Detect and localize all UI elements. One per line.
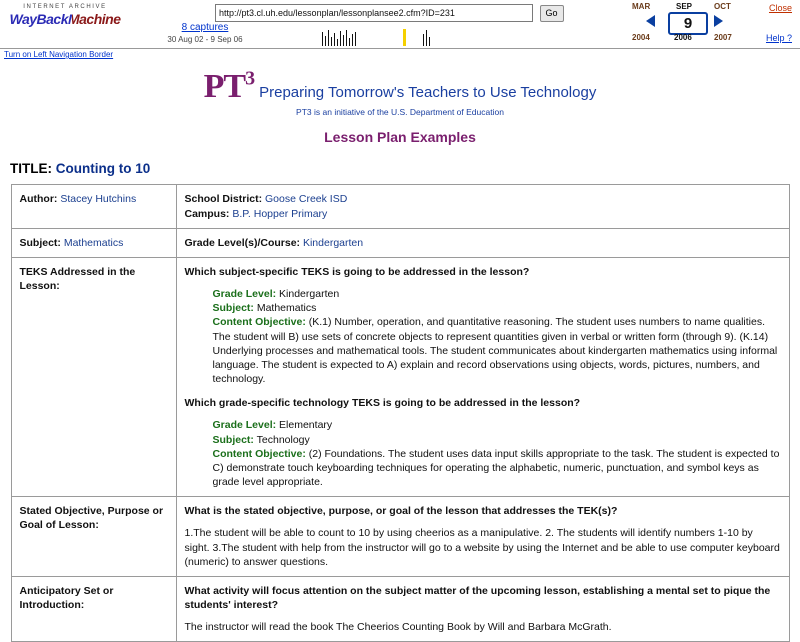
anticipatory-text: The instructor will read the book The Cheerios Counting Book by Will and Barbara McGrath.	[184, 621, 612, 634]
lesson-title-value: Counting to 10	[55, 161, 151, 177]
anticipatory-question: What activity will focus attention on the subject matter of the upcoming lesson, establishing a mental set to pique the students' interest?	[184, 584, 771, 612]
teks-row-content	[176, 257, 789, 496]
objective-question: What is the stated objective, purpose, or goal of the lesson that addresses the TEK(s)?	[184, 505, 618, 518]
table-row	[11, 185, 789, 228]
teks-objective-line: Content Objective: (K.1) Number, operation, and quantitative reasoning. The student uses numbers to name qualities. The student will B) use sets of concrete objects to represent quantities given in verbal or written form (through 9). (K.14) Underlying processes and mathematical tools. The student communicates about kindergarten mathematics using informal language. The student is expected to A) explain and record observations using objects, words, pictures, numbers, and technology.	[212, 316, 778, 386]
page-content	[0, 62, 800, 642]
previous-snapshot-arrow-icon[interactable]	[646, 15, 655, 27]
grade-course-label: Grade Level(s)/Course:	[184, 236, 301, 249]
objective-row-label: Stated Objective, Purpose or Goal of Lesson:	[11, 497, 176, 577]
wayback-toolbar	[0, 0, 800, 49]
school-cell	[176, 185, 789, 228]
teks-question-1: Which subject-specific TEKS is going to be addressed in the lesson?	[184, 265, 530, 278]
year-row	[630, 33, 742, 44]
objective-row-content	[176, 497, 789, 577]
teks-grade-line: Grade Level: Kindergarten	[212, 288, 340, 301]
teks-block-subject	[213, 287, 781, 386]
teks-subject-line: Subject: Mathematics	[212, 302, 317, 315]
author-label: Author:	[19, 193, 58, 206]
pt3-logo: $PT^3$	[203, 68, 255, 106]
current-day: 9	[668, 12, 708, 35]
url-bar	[215, 4, 564, 22]
lesson-plan-table	[11, 184, 790, 642]
wayback-machine-wordmark: WayBackMachine	[6, 11, 124, 27]
page-title: Lesson Plan Examples	[324, 129, 476, 146]
table-row-teks	[11, 257, 789, 496]
brand-subtitle: PT3 is an initiative of the U.S. Department of Education	[296, 107, 504, 118]
date-selector[interactable]	[630, 2, 742, 44]
wayback-logo[interactable]	[6, 4, 124, 27]
teks-block-technology	[213, 418, 781, 489]
author-value: Stacey Hutchins	[60, 193, 137, 206]
captures-sparkline[interactable]	[300, 26, 590, 46]
tech-grade-line: Grade Level: Elementary	[212, 419, 333, 432]
tech-objective-line: Content Objective: (2) Foundations. The student uses data input skills appropriate to the task. The student is expected to C) demonstrate touch keyboarding techniques for operating the alphabetic, numeric, punctuation, and symbol keys as grade level appropriate.	[212, 447, 780, 489]
teks-row-label: TEKS Addressed in the Lesson:	[11, 257, 176, 496]
day-row	[630, 13, 742, 33]
subject-value: Mathematics	[63, 236, 124, 249]
year-next[interactable]: 2007	[714, 33, 732, 42]
captures-date-range: 30 Aug 02 - 9 Sep 06	[167, 35, 243, 44]
go-button[interactable]: Go	[540, 5, 564, 22]
objective-text: 1.The student will be able to count to 10 by using cheerios as a manipulative. 2. The students will identify numbers 1-10 by sight. 3.The student with help from the instructor will go to a website by using the Internet and be able to use computer keyboard (numeric) to answer questions.	[184, 527, 780, 568]
subject-label: Subject:	[19, 236, 61, 249]
author-cell	[11, 185, 176, 228]
help-link[interactable]: Help ?	[765, 33, 792, 43]
teks-question-2: Which grade-specific technology TEKS is going to be addressed in the lesson?	[184, 397, 581, 410]
toggle-left-navigation-link[interactable]: Turn on Left Navigation Border	[4, 50, 114, 59]
lesson-title	[10, 161, 800, 176]
anticipatory-row-label: Anticipatory Set or Introduction:	[11, 576, 176, 642]
site-branding	[0, 62, 800, 117]
tech-subject-line: Subject: Technology	[212, 433, 310, 446]
captures-block	[130, 22, 280, 44]
month-next[interactable]: OCT	[714, 2, 731, 11]
table-row	[11, 228, 789, 257]
district-value: Goose Creek ISD	[265, 193, 348, 206]
district-label: School District:	[184, 193, 263, 206]
campus-value: B.P. Hopper Primary	[232, 207, 328, 220]
next-snapshot-arrow-icon[interactable]	[714, 15, 723, 27]
close-toolbar-link[interactable]: Close	[768, 3, 792, 13]
table-row-anticipatory	[11, 576, 789, 642]
subject-cell	[11, 228, 176, 257]
month-prev[interactable]: MAR	[632, 2, 651, 11]
year-prev[interactable]: 2004	[632, 33, 650, 42]
table-row-objective	[11, 497, 789, 577]
brand-tagline: Preparing Tomorrow's Teachers to Use Technology	[259, 84, 597, 102]
url-input[interactable]	[215, 4, 533, 22]
internet-archive-label: INTERNET ARCHIVE	[23, 4, 107, 10]
captures-count-link[interactable]: 8 captures	[181, 22, 229, 33]
campus-label: Campus:	[184, 207, 230, 220]
year-current: 2006	[674, 33, 692, 42]
anticipatory-row-content	[176, 576, 789, 642]
grade-course-cell	[176, 228, 789, 257]
month-current: SEP	[676, 2, 693, 11]
lesson-title-label: TITLE:	[10, 161, 52, 177]
grade-course-value: Kindergarten	[302, 236, 364, 249]
